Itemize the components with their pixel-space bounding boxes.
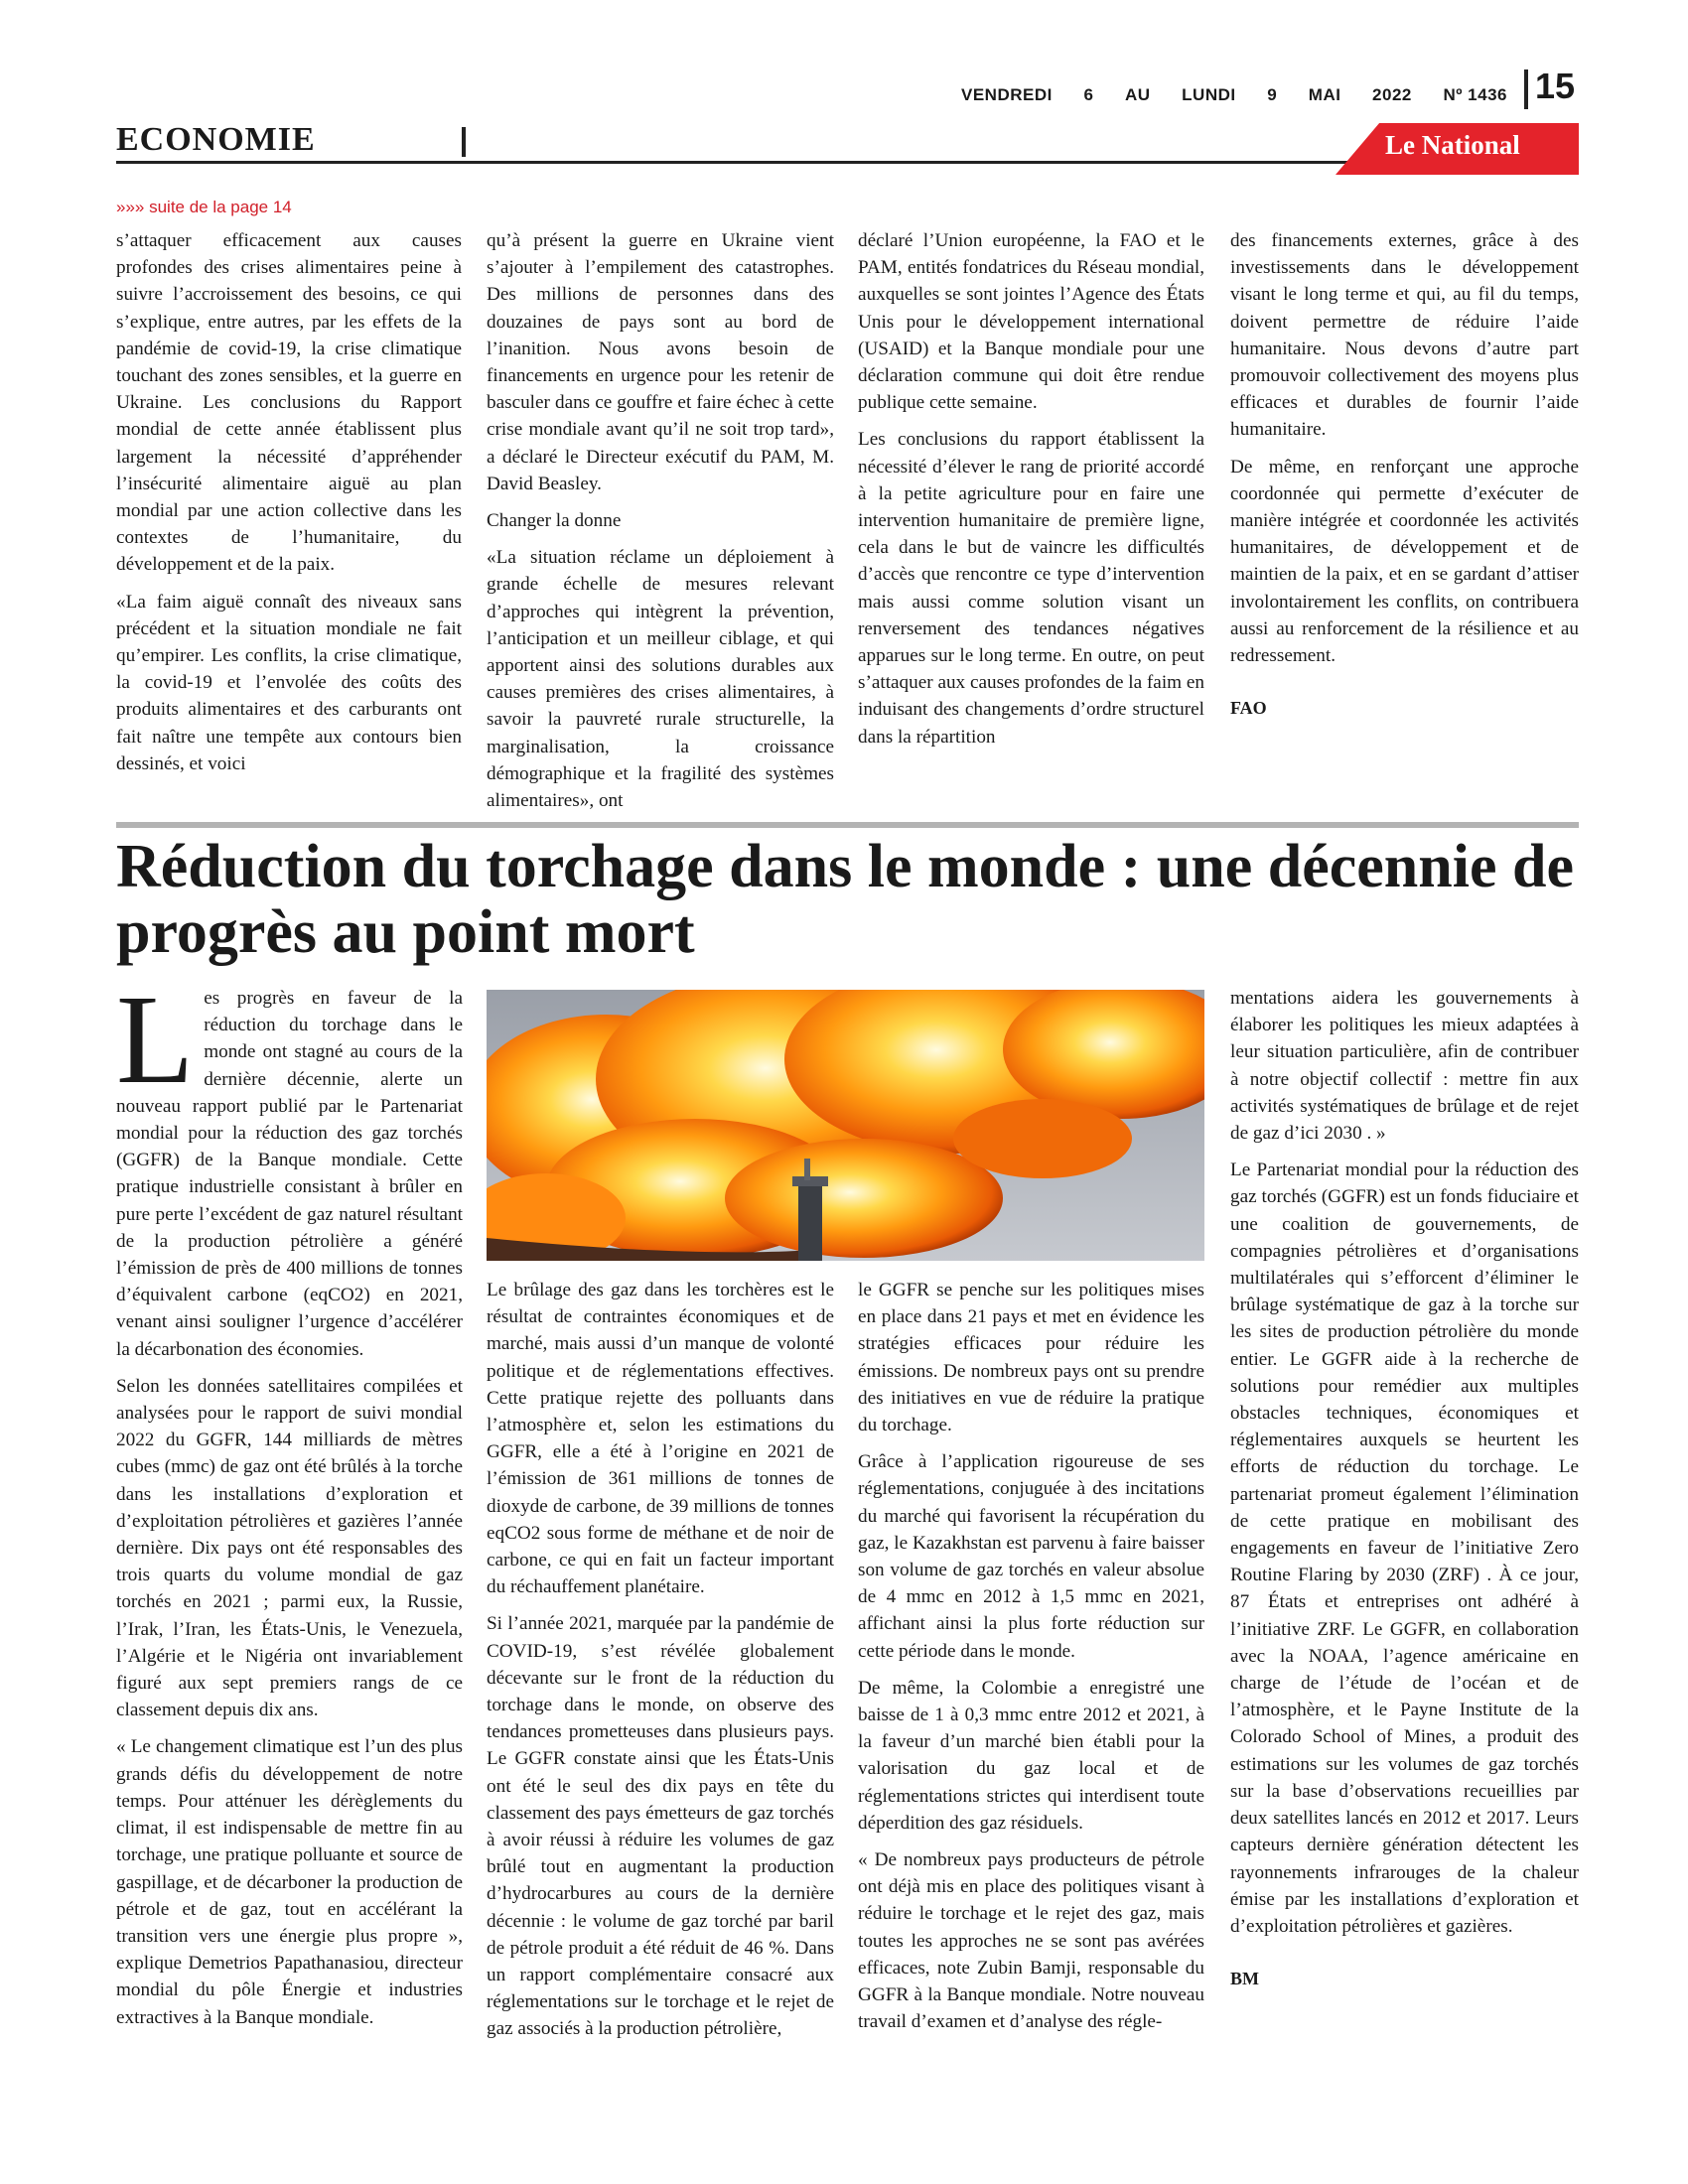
section-divider (462, 127, 466, 157)
main-article-column-1 (116, 969, 463, 2041)
page-number-divider (1524, 69, 1528, 109)
top-article-column-4 (1230, 227, 1579, 722)
top-article-column-3 (858, 227, 1204, 760)
dateline-date-end: 9 (1267, 85, 1278, 104)
paragraph: Les conclusions du rapport établissent la nécessité d’élever le rang de priorité accordé à la petite agriculture pour en faire une intervention humanitaire de première ligne, cela dans le but de vaincre les difficultés d’accès que rencontre ce type d’intervention mais aussi comme solution visant un renversement des tendances négatives apparues sur le long terme. En outre, on peut s’attaquer aux causes profondes de la faim en induisant des changements d’ordre structurel dans la répartition (858, 429, 1204, 748)
fire-image (487, 990, 1204, 1261)
paragraph: Le brûlage des gaz dans les torchères est le résultat de contraintes économiques et de marché, mais aussi d’un manque de volonté politique et de réglementations effectives. Cette pratique rejette des polluants dans l’atmosphère et, selon les estimations du GGFR, elle a été à l’origine en 2021 de l’émission de 361 millions de tonnes de dioxyde de carbone, de 39 millions de tonnes eqCO2 sous forme de méthane et de noir de carbone, ce qui en fait un facteur important du réchauffement planétaire. (487, 1280, 834, 1598)
brand-logo: Le National (1385, 130, 1520, 160)
paragraph: «La situation réclame un déploiement à grande échelle de mesures relevant d’approches qui intègrent la prévention, l’anticipation et un meilleur ciblage, et qui apportent ainsi des solutions durables aux causes premières des crises alimentaires, à savoir la pauvreté rurale structurelle, la marginalisation, la croissance démographique et la fragilité des systèmes alimentaires», ont (487, 547, 834, 812)
article-headline: Réduction du torchage dans le monde : une décennie de progrès au point mort (116, 833, 1574, 966)
drop-cap: L (116, 969, 195, 1110)
paragraph: Grâce à l’application rigoureuse de ses réglementations, conjuguée à des incitations du marché qui favorisent la récupération du gaz, le Kazakhstan est parvenu à faire baisser son volume de gaz torchés en valeur absolue de 4 mmc en 2012 à 1,5 mmc en 2021, affichant ainsi la plus forte réduction sur cette période dans le monde. (858, 1451, 1204, 1662)
gas-flare-photo (487, 990, 1204, 1261)
main-article-column-4 (1230, 985, 1579, 1992)
paragraph: «La faim aiguë connaît des niveaux sans précédent et la situation mondiale ne fait qu’empirer. Les conflits, la crise climatique, la covid-19 et l’envolée des coûts des produits alimentaires et des carburants ont fait naître une tempête aux contours bien dessinés, et voici (116, 591, 462, 774)
paragraph: qu’à présent la guerre en Ukraine vient s’ajouter à l’empilement des catastrophes. Des millions de personnes dans des douzaines de pays sont au bord de l’inanition. Nous avons besoin de financements en urgence pour les retenir de basculer dans ce gouffre et faire échec à cette crise mondiale avant qu’il ne soit trop tard», a déclaré le Directeur exécutif du PAM, M. David Beasley. (487, 230, 834, 494)
paragraph: « Le changement climatique est l’un des plus grands défis du développement de notre temps. Pour atténuer les dérèglements du climat, il est indispensable de mettre fin au torchage, une pratique polluante et source de gaspillage, et de décarboner la production de pétrole et de gaz, tout en accélérant la transition vers une énergie plus propre », explique Demetrios Papathanasiou, directeur mondial du pôle Énergie et industries extractives à la Banque mondiale. (116, 1736, 463, 2028)
article-signature: BM (1230, 1969, 1259, 1989)
page-number: 15 (1535, 66, 1576, 106)
paragraph: De même, en renforçant une approche coordonnée qui permette d’exécuter de manière intégrée et coordonnée les activités humanitaires, de développement et de maintien de la paix, et en se gardant d’attiser involontairement les conflits, on contribuera aussi au renforcement de la résilience et au redressement. (1230, 456, 1579, 667)
main-article-column-2 (487, 1277, 834, 2053)
paragraph: De même, la Colombie a enregistré une baisse de 1 à 0,3 mmc entre 2012 et 2021, à la faveur d’un marché bien établi pour la valorisation du gaz local et de réglementations strictes qui interdisent toute déperdition des gaz résiduels. (858, 1677, 1204, 1834)
article-signature: FAO (1230, 698, 1267, 719)
paragraph: mentations aidera les gouvernements à élaborer les politiques les mieux adaptées à leur situation particulière, afin de contribuer à notre objectif collectif : mettre fin aux activités systématiques de brûlage et de rejet de gaz d’ici 2030 . » (1230, 988, 1579, 1145)
issue-number: Nº 1436 (1443, 85, 1507, 104)
dateline-date-start: 6 (1083, 85, 1094, 104)
top-article-column-2 (487, 227, 834, 824)
paragraph: des financements externes, grâce à des investissements dans le développement visant le long terme et qui, au fil du temps, doivent permettre de réduire l’aide humanitaire. Nous devons d’autre part promouvoir collectivement des moyens plus efficaces et durables de fournir l’aide humanitaire. (1230, 230, 1579, 441)
subheading: Changer la donne (487, 510, 622, 532)
paragraph: Le Partenariat mondial pour la réduction des gaz torchés (GGFR) est un fonds fiduciaire et une coalition de gouvernements, de compagnies pétrolières et d’organisations multilatérales qui s’efforcent d’éliminer le brûlage systématique de gaz à la torche sur les sites de production pétrolière du monde entier. Le GGFR aide à la recherche de solutions pour remédier aux multiples obstacles techniques, économiques et réglementaires auxquels se heurtent les efforts de réduction du torchage. Le partenariat promeut également l’élimination de cette pratique en mobilisant des engagements en faveur de l’initiative Zero Routine Flaring by 2030 (ZRF) . À ce jour, 87 États et entreprises ont adhéré à l’initiative ZRF. Le GGFR, en collaboration avec la NOAA, l’agence américaine en charge de l’étude de l’océan et de l’atmosphère, et le Payne Institute de la Colorado School of Mines, a produit des estimations sur les volumes de gaz torchés sur la base d’observations recueillies par deux satellites lancés en 2012 et 2017. Leurs capteurs dernière génération détectent les rayonnements infrarouges de la chaleur émise par les installations d’exploration et d’exploitation pétrolières et gazières. (1230, 1160, 1579, 1937)
paragraph: s’attaquer efficacement aux causes profondes des crises alimentaires peine à suivre l’accroissement des besoins, ce qui s’explique, entre autres, par les effets de la pandémie de covid-19, la crise climatique touchant des zones sensibles, et la guerre en Ukraine. Les conclusions du Rapport mondial de cette année établissent plus largement la nécessité d’appréhender l’insécurité alimentaire aiguë au plan mondial par une action collective dans les contextes de l’humanitaire, du développement et de la paix. (116, 230, 462, 576)
paragraph (116, 969, 463, 1363)
section-title: ECONOMIE (116, 121, 316, 158)
paragraph: « De nombreux pays producteurs de pétrole ont déjà mis en place des politiques visant à réduire le torchage et le rejet des gaz, mais toutes les approches ne se sont pas avérées efficaces, note Zubin Bamji, responsable du GGFR à la Banque mondiale. Notre nouveau travail d’examen et d’analyse des régle- (858, 1849, 1204, 2033)
paragraph: le GGFR se penche sur les politiques mises en place dans 21 pays et met en évidence les stratégies efficaces pour réduire les émissions. De nombreux pays ont su prendre des initiatives en vue de réduire la pratique du torchage. (858, 1280, 1204, 1436)
paragraph: déclaré l’Union européenne, la FAO et le PAM, entités fondatrices du Réseau mondial, auxquelles se sont jointes l’Agence des États Unis pour le développement international (USAID) et la Banque mondiale pour une déclaration commune qui doit être rendue publique cette semaine. (858, 230, 1204, 414)
dateline-to: AU (1125, 85, 1151, 104)
paragraph: Si l’année 2021, marquée par la pandémie de COVID-19, s’est révélée globalement décevante sur le front de la réduction du torchage dans le monde, on observe des tendances prometteuses dans plusieurs pays. Le GGFR constate ainsi que les États-Unis ont été le seul des dix pays en tête du classement des pays émetteurs de gaz torchés à avoir réussi à réduire les volumes de gaz brûlé tout en augmentant la production d’hydrocarbures au cours de la dernière décennie : le volume de gaz torché par baril de pétrole produit a été réduit de 46 %. Dans un rapport complémentaire consacré aux réglementations sur le torchage et le rejet de gaz associés à la production pétrolière, (487, 1613, 834, 2040)
lead-text: es progrès en faveur de la réduction du torchage dans le monde ont stagné au cours de la dernière décennie, alerte un nouveau rapport publié par le Partenariat mondial pour la réduction des gaz torchés (GGFR) de la Banque mondiale. Cette pratique industrielle consistant à brûler en pure perte l’excédent de gaz naturel résultant de la production pétrolière a généré l’émission de près de 400 millions de tonnes d’équivalent carbone (eqCO2) en 2021, venant ainsi souligner l’urgence d’accélérer la décarbonation des économies. (116, 988, 463, 1360)
dateline (961, 85, 1507, 105)
dateline-year: 2022 (1372, 85, 1412, 104)
top-article-column-1 (116, 227, 462, 787)
paragraph: Selon les données satellitaires compilées et analysées pour le rapport de suivi mondial 2022 du GGFR, 144 milliards de mètres cubes (mmc) de gaz ont été brûlés à la torche dans les installations d’exploration et d’exploitation pétrolières et gazières l’année dernière. Dix pays ont été responsables des trois quarts du volume mondial de gaz torchés en 2021 ; parmi eux, la Russie, l’Irak, l’Iran, les États-Unis, le Venezuela, l’Algérie et le Nigéria ont invariablement figuré aux sept premiers rangs de ce classement depuis dix ans. (116, 1375, 463, 1721)
main-article-column-3 (858, 1277, 1204, 2045)
article-separator (116, 822, 1579, 828)
continued-from-link[interactable]: »»» suite de la page 14 (116, 198, 292, 216)
dateline-day: VENDREDI (961, 85, 1053, 104)
dateline-day-end: LUNDI (1182, 85, 1236, 104)
dateline-month: MAI (1308, 85, 1341, 104)
